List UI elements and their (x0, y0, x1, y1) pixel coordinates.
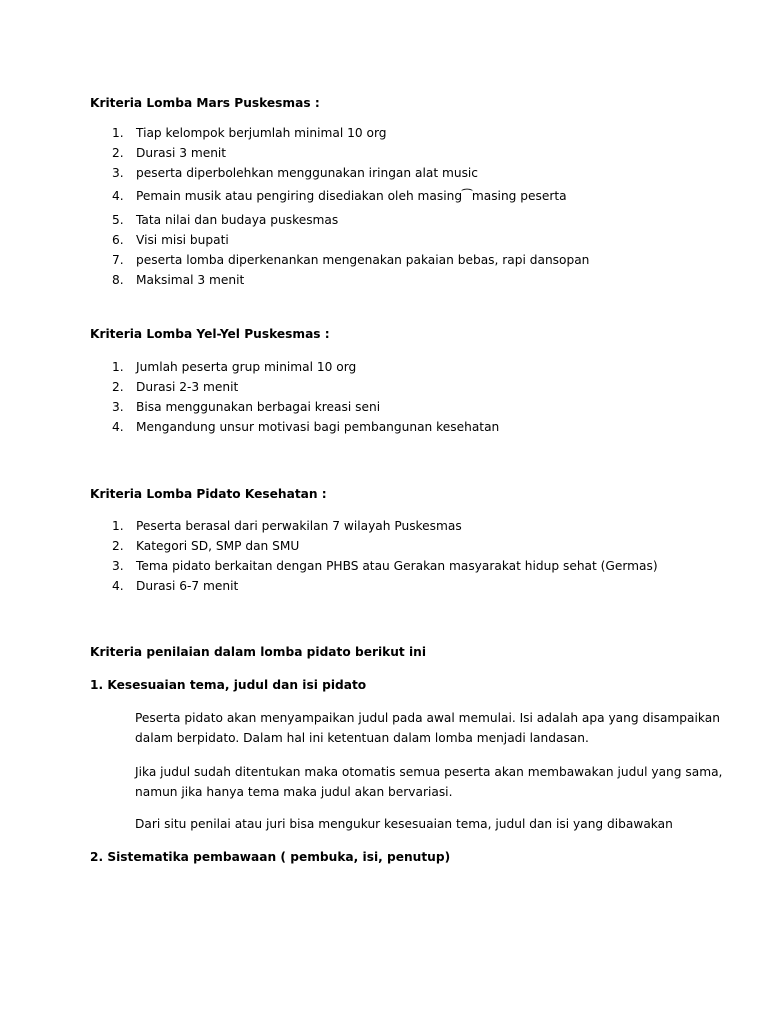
list-number: 8. (112, 273, 124, 287)
paragraph-line: dalam berpidato. Dalam hal ini ketentuan dalam lomba menjadi landasan. (135, 731, 589, 745)
heading-penilaian: Kriteria penilaian dalam lomba pidato berikut ini (90, 645, 427, 659)
list-text: Pemain musik atau pengiring disediakan oleh masing⁀masing peserta (136, 189, 567, 203)
list-number: 6. (112, 233, 124, 247)
list-number: 7. (112, 253, 124, 267)
list-text: Bisa menggunakan berbagai kreasi seni (136, 400, 381, 414)
list-text: Durasi 2-3 menit (136, 380, 239, 394)
list-number: 2. (112, 146, 124, 160)
list-text: Tema pidato berkaitan dengan PHBS atau Gerakan masyarakat hidup sehat (Germas) (136, 559, 658, 573)
list-text: Kategori SD, SMP dan SMU (136, 539, 300, 553)
list-text: Peserta berasal dari perwakilan 7 wilayah Puskesmas (136, 519, 462, 533)
paragraph-line: Peserta pidato akan menyampaikan judul pada awal memulai. Isi adalah apa yang disampaikan (135, 711, 720, 725)
list-number: 4. (112, 420, 124, 434)
list-number: 1. (112, 126, 124, 140)
list-number: 1. (112, 519, 124, 533)
list-text: peserta lomba diperkenankan mengenakan pakaian bebas, rapi dansopan (136, 253, 590, 267)
heading-mars: Kriteria Lomba Mars Puskesmas : (90, 96, 320, 110)
list-text: peserta diperbolehkan menggunakan iringan alat music (136, 166, 479, 180)
paragraph-line: namun jika hanya tema maka judul akan bervariasi. (135, 785, 453, 799)
list-number: 3. (112, 559, 124, 573)
list-number: 4. (112, 579, 124, 593)
list-number: 3. (112, 400, 124, 414)
list-number: 2. (112, 539, 124, 553)
list-number: 4. (112, 189, 124, 203)
paragraph-1 (135, 708, 720, 748)
list-text: Tata nilai dan budaya puskesmas (136, 213, 339, 227)
heading-pidato: Kriteria Lomba Pidato Kesehatan : (90, 487, 327, 501)
list-number: 1. (112, 360, 124, 374)
list-text: Durasi 6-7 menit (136, 579, 239, 593)
list-number: 5. (112, 213, 124, 227)
subheading-sistematika: 2. Sistematika pembawaan ( pembuka, isi, penutup) (90, 850, 451, 864)
list-number: 3. (112, 166, 124, 180)
list-text: Maksimal 3 menit (136, 273, 245, 287)
heading-yelyel: Kriteria Lomba Yel-Yel Puskesmas : (90, 327, 330, 341)
paragraph-line: Jika judul sudah ditentukan maka otomatis semua peserta akan membawakan judul yang sama, (135, 765, 723, 779)
list-number: 2. (112, 380, 124, 394)
list-text: Visi misi bupati (136, 233, 229, 247)
list-text: Jumlah peserta grup minimal 10 org (136, 360, 357, 374)
paragraph-2 (135, 762, 723, 802)
paragraph-3 (135, 814, 695, 834)
list-text: Mengandung unsur motivasi bagi pembangunan kesehatan (136, 420, 500, 434)
list-text: Durasi 3 menit (136, 146, 227, 160)
list-text: Tiap kelompok berjumlah minimal 10 org (136, 126, 387, 140)
paragraph-line: Dari situ penilai atau juri bisa mengukur kesesuaian tema, judul dan isi yang dibawakan (135, 817, 673, 831)
subheading-kesesuaian: 1. Kesesuaian tema, judul dan isi pidato (90, 678, 367, 692)
